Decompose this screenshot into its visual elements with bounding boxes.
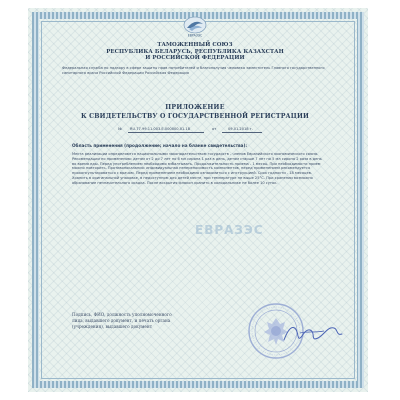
- certificate-title: К СВИДЕТЕЛЬСТВУ О ГОСУДАРСТВЕННОЙ РЕГИСТРАЦИИ: [80, 113, 310, 120]
- watermark-text: ЕВРАЗЭС: [195, 223, 264, 237]
- registration-date: 09.01.2018 г.: [228, 127, 253, 131]
- org-line-3: И РОССИЙСКОЙ ФЕДЕРАЦИИ: [145, 55, 245, 62]
- emblem-caption: EBPA3ЭC: [187, 33, 203, 38]
- org-line-1: ТАМОЖЕННЫЙ СОЮЗ: [157, 42, 233, 48]
- date-underline: [222, 132, 262, 133]
- eurasian-economic-union-emblem-icon: [175, 16, 215, 38]
- scope-heading: Область применения (продолжение; начало на бланке свидетельства):: [72, 143, 248, 148]
- organization-header: [40, 42, 350, 62]
- appendix-title: ПРИЛОЖЕНИЕ: [165, 104, 225, 111]
- org-line-2: РЕСПУБЛИКА БЕЛАРУСЬ, РЕСПУБЛИКА КАЗАХСТАН: [106, 48, 284, 55]
- scope-text: Места реализации определяются национальными законодательством государств - членов Евразийского экономического союза. Рекомендации по применению: детям от 2 до 7 лет по 6 мл сиропа 1 раз в день, детям старше 7 лет по 5 мл сиропа 2 раза в день во время еды. Перед употреблением необходимо взбалтывать. Продолжительность приема - 1 месяц. При необходимости прием можно повторить. Противопоказания: индивидуальная непереносимость компонентов, перед применением рекомендуется проконсультироваться с врачом. Перед применением необходимо ознакомиться с инструкцией. Срок годности - 18 месяцев. Хранить в оригинальной упаковке, в недоступном для детей месте, при температуре не выше 25°С. При хранении возможно образование незначительного осадка. После вскрытия флакон хранить в холодильнике не более 10 суток.: [72, 152, 322, 185]
- signer-line-2: лица, выдавшего документ, и печать органа: [72, 317, 171, 323]
- number-underline: [128, 132, 204, 133]
- issuing-agency: Федеральная служба по надзору в сфере защиты прав потребителей и благополучия человека заместитель Главного государственного санитарного врача Российской Федерации Российская Федерация: [62, 66, 325, 75]
- date-label: от: [212, 127, 217, 131]
- registration-number: RU.77.99.11.003.E.000000.01.18: [130, 127, 190, 131]
- signer-line-1: Подпись, ФИО, должность уполномоченного: [72, 312, 172, 317]
- number-label: №: [118, 127, 122, 131]
- signer-line-3: (учреждения), выдавшего документ: [72, 323, 153, 329]
- handwritten-signature-icon: [280, 318, 346, 348]
- signer-caption: [72, 312, 222, 329]
